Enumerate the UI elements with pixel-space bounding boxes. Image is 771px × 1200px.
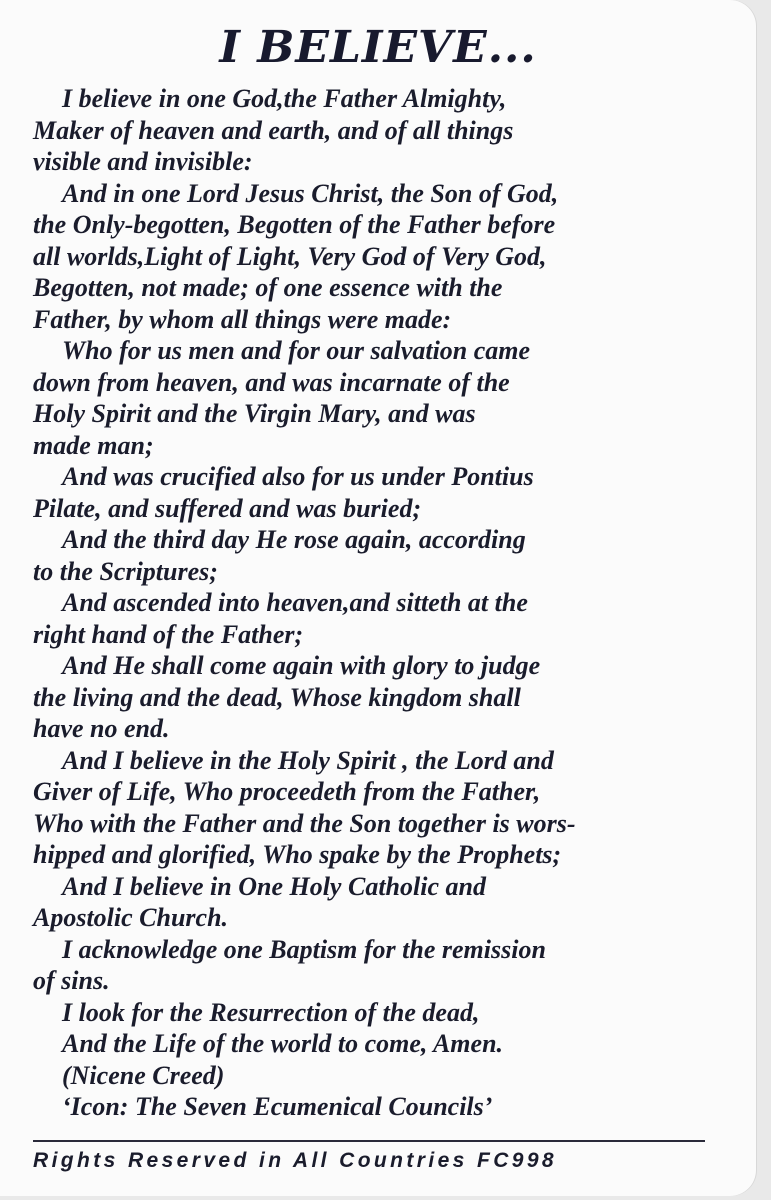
creed-line: made man; [33,430,154,460]
creed-line: Giver of Life, Who proceedeth from the Father, [33,777,541,806]
creed-line: Father, by whom all things were made: [33,304,452,334]
creed-line: down from heaven, and was incarnate of the [33,367,510,397]
creed-line: I believe in one God,the Father Almighty, [62,84,507,113]
creed-line: And He shall come again with glory to judge [62,651,541,680]
footer-divider [33,1140,705,1142]
creed-line: Pilate, and suffered and was buried; [33,493,422,523]
creed-line: hipped and glorified, Who spake by the Prophets; [33,840,562,869]
creed-line: visible and invisible: [33,147,253,176]
creed-line: to the Scriptures; [33,556,218,586]
creed-line: the Only-begotten, Begotten of the Father before [33,210,556,239]
creed-text [33,83,733,1123]
creed-line: I look for the Resurrection of the dead, [62,997,480,1027]
rights-footer: Rights Reserved in All Countries FC998 [33,1149,558,1172]
creed-line: have no end. [33,714,170,743]
creed-line: Who with the Father and the Son together is wors- [33,808,576,838]
creed-line: And I believe in One Holy Catholic and [62,871,486,901]
creed-line: Holy Spirit and the Virgin Mary, and was [33,399,476,428]
icon-caption: ‘Icon: The Seven Ecumenical Councils’ [62,1092,493,1121]
creed-line: And in one Lord Jesus Christ, the Son of God, [62,178,559,208]
card-title: I BELIEVE... [219,22,537,73]
creed-line: right hand of the Father; [33,619,304,649]
creed-line: Begotten, not made; of one essence with the [33,273,503,302]
creed-line: And I believe in the Holy Spirit , the Lord and [62,745,554,775]
creed-line: And the Life of the world to come, Amen. [62,1029,504,1058]
creed-line: I acknowledge one Baptism for the remission [62,934,546,964]
creed-line: Maker of heaven and earth, and of all things [33,115,514,145]
creed-line: all worlds,Light of Light, Very God of Very God, [33,241,547,271]
creed-line: Who for us men and for our salvation came [62,336,531,365]
creed-line: And was crucified also for us under Pontius [62,462,534,491]
creed-line: And ascended into heaven,and sitteth at the [62,588,528,617]
creed-source: (Nicene Creed) [62,1060,225,1090]
creed-line: Apostolic Church. [33,903,229,932]
creed-line: And the third day He rose again, according [62,525,526,554]
creed-line: of sins. [33,966,110,995]
creed-line: the living and the dead, Whose kingdom shall [33,682,521,712]
